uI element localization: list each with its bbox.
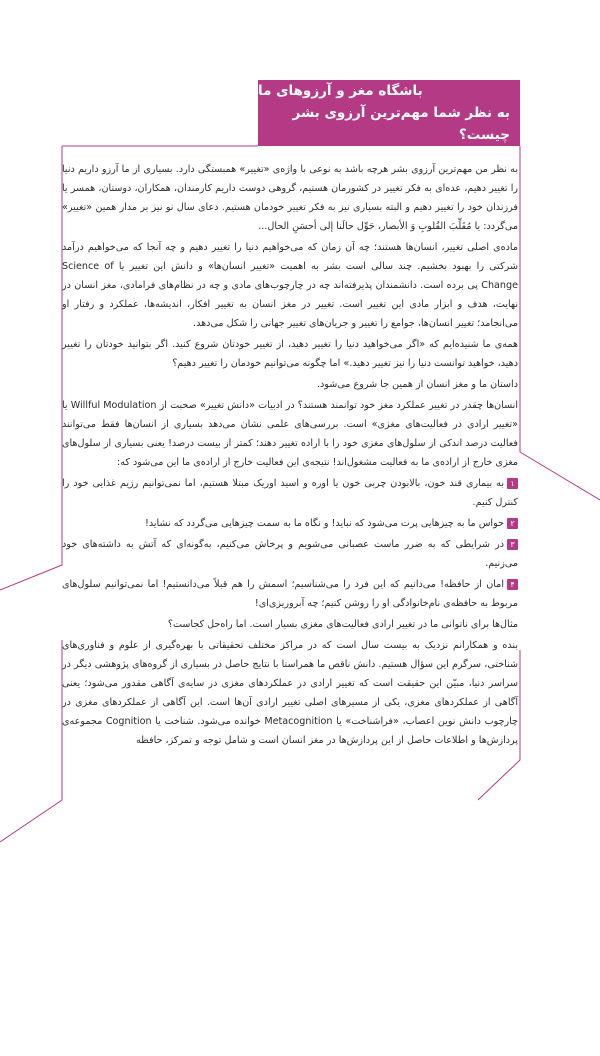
list-item-3 (62, 535, 518, 573)
section-title: باشگاه مغز و آرزوهای ما (258, 83, 423, 99)
list-item-text: به بیماری قند خون، بالابودن چربی خون یا اوره و اسید اوریک مبتلا هستیم، اما نمی‌توانیم رژیم غذایی خود را کنترل کنیم. (62, 478, 518, 508)
list-item-4 (62, 575, 518, 613)
paragraph-quote: همه‌ی ما شنیده‌ایم که «اگر می‌خواهید دنیا را تغییر دهید، از تغییر خودتان شروع کنید. اگر بتوانید خودتان را تغییر دهید، خواهید توانست دنیا را نیز تغییر دهید.» اما چگونه می‌توانیم خودمان را تغییر دهیم؟ (62, 339, 518, 369)
paragraph-intro: به نظر من مهم‌ترین آرزوی بشر هرچه باشد به نوعی با واژه‌ی «تغییر» همبستگی دارد. بسیاری از ما آرزو داریم دنیا را تغییر دهیم، عده‌ای به فکر تغییر در کشورمان هستیم، گروهی دوست داریم کارمندان، همکاران، دوستان، همسر یا فرزندان خود را تغییر دهیم و البته بسیاری نیز به فکر تغییر خودمان هستیم. دعای سال نو نیز بر مدار همین «تغییر» می‌گردد: یا مُقَلِّبَ القُلوبِ وَ الأبصار، حَوِّل حالَنا إلی أحسَنِ الحال... (62, 164, 518, 232)
paragraph-metacognition: بنده و همکارانم نزدیک به بیست سال است که در مراکز مختلف تحقیقاتی با بهره‌گیری از علوم و فناوری‌های شناختی، سرگرم این سؤال هستیم. دانش ناقص ما همراستا با نتایج حاصل در بسیاری از گروه‌های پژوهشی دیگر در سراسر دنیا، مبیّن این حقیقت است که تغییر ارادی در عملکردهای مغزی در سایه‌ی آگاهی مقدور می‌شود؛ یعنی آگاهی از عملکردهای مغزی، یکی از مسیرهای اصلی تغییر ارادی آن‌ها است. این آگاهی از عملکردهای مغزی در چارچوب دانش نوین اعصاب، «فراشناخت» یا Metacognition خوانده می‌شود. شناخت یا Cognition مجموعه‌ی پردازش‌ها و اطلاعات حاصل از این پردازش‌ها در مغز انسان است و شامل توجه و تمرکز، حافظه (62, 640, 518, 746)
section-subtitle: به نظر شما مهم‌ترین آرزوی بشر چیست؟ (292, 105, 510, 143)
article-body (62, 160, 518, 752)
list-number-badge: ۱ (507, 478, 518, 489)
paragraph-willful-modulation: انسان‌ها چقدر در تغییر عملکرد مغز خود توانمند هستند؟ در ادبیات «دانش تغییر» صحبت از Willful Modulation یا «تغییر ارادی در فعالیت‌های مغزی» است. بررسی‌های علمی نشان می‌دهد بسیاری از انسان‌ها فقط می‌توانند فعالیت درصد اندکی از سلول‌های مغزی خود را با اراده تغییر دهند؛ کمتر از بیست درصد! یعنی بسیاری از سلول‌های مغزی خارج از اراده‌ی ما به فعالیت مشغول‌اند! نتیجه‌ی این فعالیت خارج از اراده‌ی ما این می‌شود که: (62, 400, 518, 468)
list-item-2 (62, 514, 518, 533)
list-item-1 (62, 474, 518, 512)
frame-line-bottom-left (0, 640, 62, 842)
section-title-box (258, 80, 520, 146)
frame-line-right (520, 146, 600, 500)
paragraph-change: ماده‌ی اصلی تغییر، انسان‌ها هستند؛ چه آن زمان که می‌خواهیم دنیا را تغییر دهیم و چه آنجا که می‌خواهیم درآمد شرکتی را بهبود بخشیم. چند سالی است بشر به اهمیت «تغییر انسان‌ها» و دانش این تغییر یا Science of Change پی برده است. دانشمندان پذیرفته‌اند چه در چارچوب‌های مادی و چه در نظام‌های فرامادی، مغز انسان در نهایت، هدف و ابزار مادی این تغییر است. تغییر در مغز انسان به تغییر افکار، اندیشه‌ها، عملکرد و رفتار او می‌انجامد؛ تغییر انسان‌ها، جوامع را تغییر و جریان‌های تغییر جهانی را شکل می‌دهد. (62, 242, 518, 329)
list-number-badge: ۲ (507, 518, 518, 529)
paragraph-story: داستان ما و مغز انسان از همین جا شروع می‌شود. (316, 379, 518, 390)
list-number-badge: ۳ (507, 539, 518, 550)
list-item-text: در شرایطی که به ضرر ماست عصبانی می‌شویم و پرخاش می‌کنیم، به‌گونه‌ای که آتش به داشته‌های خود می‌زنیم. (62, 539, 518, 569)
frame-line-left (0, 146, 62, 590)
list-item-text: حواس ما به چیزهایی پرت می‌شود که نباید! و نگاه ما به سمت چیزهایی می‌گردد که نشاید! (144, 518, 504, 529)
list-item-text: امان از حافظه! می‌دانیم که این فرد را می‌شناسیم؛ اسمش را هم قبلاً می‌دانستیم! اما نمی‌توانیم سلول‌های مربوط به حافظه‌ی نام‌خانوادگی او را روشن کنیم؛ چه آبروریزی‌ای! (62, 579, 518, 609)
paragraph-examples: مثال‌ها برای ناتوانی ما در تغییر ارادی فعالیت‌های مغزی بسیار است. اما راه‌حل کجاست؟ (167, 619, 518, 630)
list-number-badge: ۴ (507, 579, 518, 590)
